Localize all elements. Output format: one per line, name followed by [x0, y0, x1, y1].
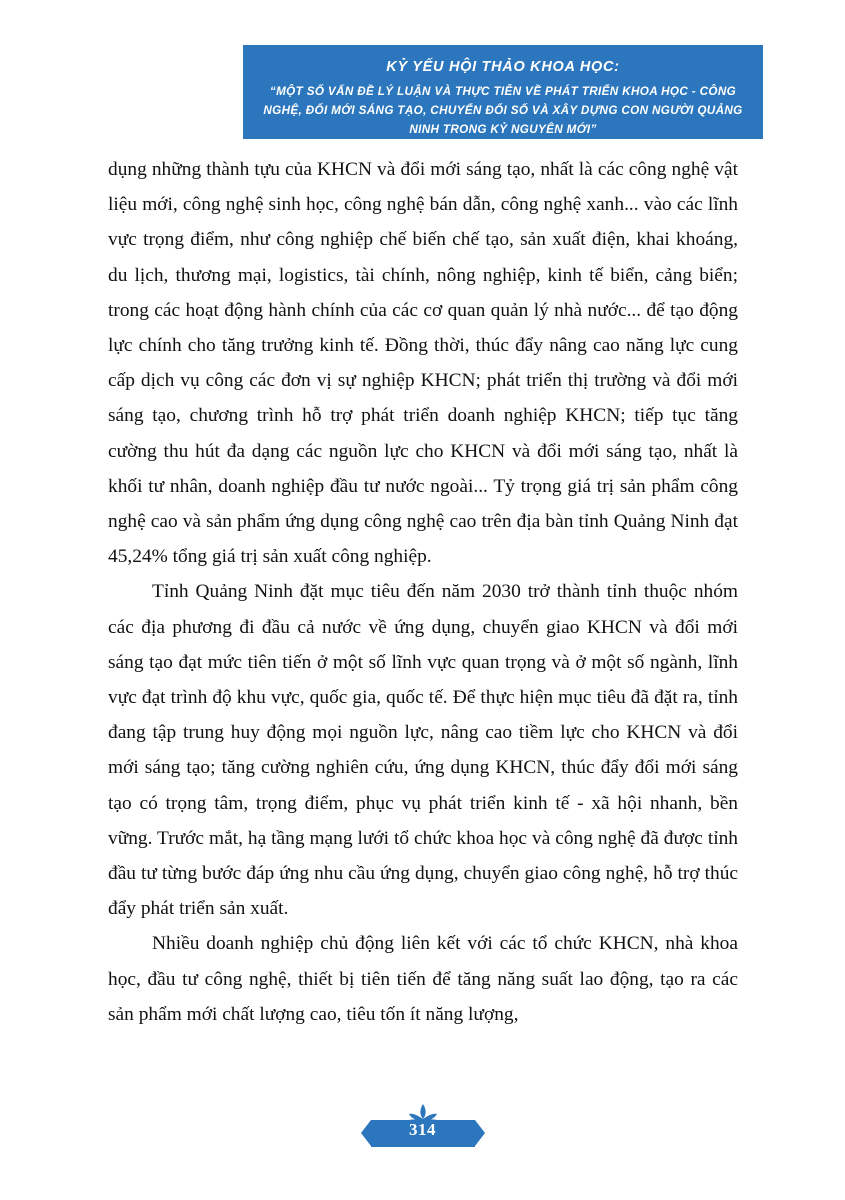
- paragraph-3: Nhiều doanh nghiệp chủ động liên kết với các tổ chức KHCN, nhà khoa học, đầu tư công nghệ, thiết bị tiên tiến để tăng năng suất lao động, tạo ra các sản phẩm mới chất lượng cao, tiêu tốn ít năng lượng,: [108, 933, 738, 1025]
- page-footer: [0, 1102, 845, 1156]
- page-number-badge: [371, 1107, 475, 1151]
- paragraph-2: Tỉnh Quảng Ninh đặt mục tiêu đến năm 2030 trở thành tỉnh thuộc nhóm các địa phương đi đầu cả nước về ứng dụng, chuyển giao KHCN và đổi mới sáng tạo đạt mức tiên tiến ở một số lĩnh vực quan trọng và ở một số ngành, lĩnh vực đạt trình độ khu vực, quốc gia, quốc tế. Để thực hiện mục tiêu đã đặt ra, tỉnh đang tập trung huy động mọi nguồn lực, nâng cao tiềm lực cho KHCN và đổi mới sáng tạo; tăng cường nghiên cứu, ứng dụng KHCN, thúc đẩy đổi mới sáng tạo có trọng tâm, trọng điểm, phục vụ phát triển kinh tế - xã hội nhanh, bền vững. Trước mắt, hạ tầng mạng lưới tổ chức khoa học và công nghệ đã được tỉnh đầu tư từng bước đáp ứng nhu cầu ứng dụng, chuyển giao công nghệ, hỗ trợ thúc đẩy phát triển sản xuất.: [108, 581, 738, 920]
- paragraph-1: dụng những thành tựu của KHCN và đổi mới sáng tạo, nhất là các công nghệ vật liệu mới, công nghệ sinh học, công nghệ bán dẫn, công nghệ xanh... vào các lĩnh vực trọng điểm, như công nghiệp chế biến chế tạo, sản xuất điện, khai khoáng, du lịch, thương mại, logistics, tài chính, nông nghiệp, kinh tế biển, cảng biển; trong các hoạt động hành chính của các cơ quan quản lý nhà nước... để tạo động lực chính cho tăng trưởng kinh tế. Đồng thời, thúc đẩy nâng cao năng lực cung cấp dịch vụ công các đơn vị sự nghiệp KHCN; phát triển thị trường và đổi mới sáng tạo, chương trình hỗ trợ phát triển doanh nghiệp KHCN; tiếp tục tăng cường thu hút đa dạng các nguồn lực cho KHCN và đổi mới sáng tạo, nhất là khối tư nhân, doanh nghiệp đầu tư nước ngoài... Tỷ trọng giá trị sản phẩm công nghệ cao và sản phẩm ứng dụng công nghệ cao trên địa bàn tỉnh Quảng Ninh đạt 45,24% tổng giá trị sản xuất công nghiệp.: [108, 159, 738, 568]
- page-number: 314: [409, 1120, 436, 1139]
- header-banner: [243, 45, 763, 139]
- header-title-line2: “MỘT SỐ VẤN ĐỀ LÝ LUẬN VÀ THỰC TIỄN VỀ PHÁT TRIỂN KHOA HỌC - CÔNG NGHỆ, ĐỔI MỚI SÁNG TẠO, CHUYỂN ĐỔI SỐ VÀ XÂY DỰNG CON NGƯỜI QUẢNG NINH TRONG KỶ NGUYÊN MỚI”: [263, 85, 743, 136]
- header-title-line1: KỶ YẾU HỘI THẢO KHOA HỌC:: [386, 59, 620, 75]
- body-text: [108, 152, 738, 1032]
